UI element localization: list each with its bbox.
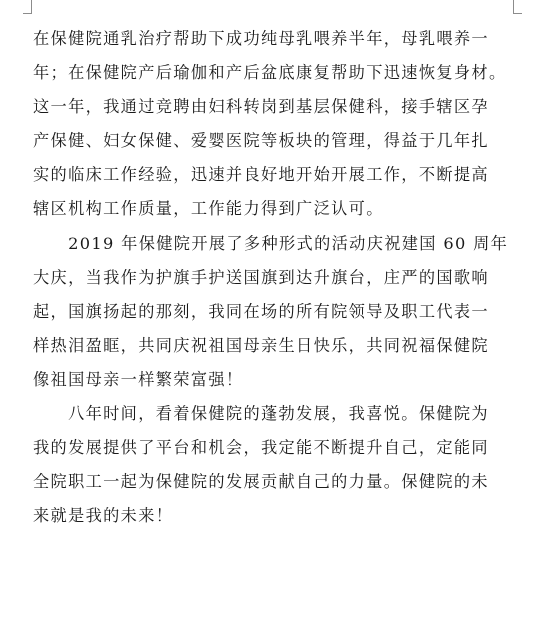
text-line: 全院职工一起为保健院的发展贡献自己的力量。保健院的未 [33,472,489,492]
text-line: 年；在保健院产后瑜伽和产后盆底康复帮助下迅速恢复身材。 [33,63,507,83]
text-line: 样热泪盈眶，共同庆祝祖国母亲生日快乐，共同祝福保健院 [33,335,489,355]
text-line: 八年时间，看着保健院的蓬勃发展，我喜悦。保健院为 [33,404,489,424]
text-line: 起，国旗扬起的那刻，我同在场的所有院领导及职工代表一 [33,301,489,321]
text-line: 大庆，当我作为护旗手护送国旗到达升旗台，庄严的国歌响 [33,267,489,287]
crop-mark-top-right-horizontal [514,13,522,14]
text-line: 实的临床工作经验，迅速并良好地开始开展工作，不断提高 [33,165,489,185]
document-body[interactable] [33,22,515,533]
text-line: 产保健、妇女保健、爱婴医院等板块的管理，得益于几年扎 [33,131,489,151]
text-line: 这一年，我通过竞聘由妇科转岗到基层保健科，接手辖区孕 [33,97,489,117]
crop-mark-top-right [513,0,514,14]
crop-mark-top-left [31,0,32,14]
text-line: 在保健院通乳治疗帮助下成功纯母乳喂养半年，母乳喂养一 [33,29,489,48]
text-line: 我的发展提供了平台和机会，我定能不断提升自己，定能同 [33,438,489,458]
text-line: 辖区机构工作质量，工作能力得到广泛认可。 [33,199,384,219]
crop-mark-top-left-horizontal [23,13,31,14]
text-line: 像祖国母亲一样繁荣富强！ [33,369,244,389]
text-line: 2019 年保健院开展了多种形式的活动庆祝建国 60 周年 [33,233,509,253]
text-line: 来就是我的未来！ [33,506,174,526]
